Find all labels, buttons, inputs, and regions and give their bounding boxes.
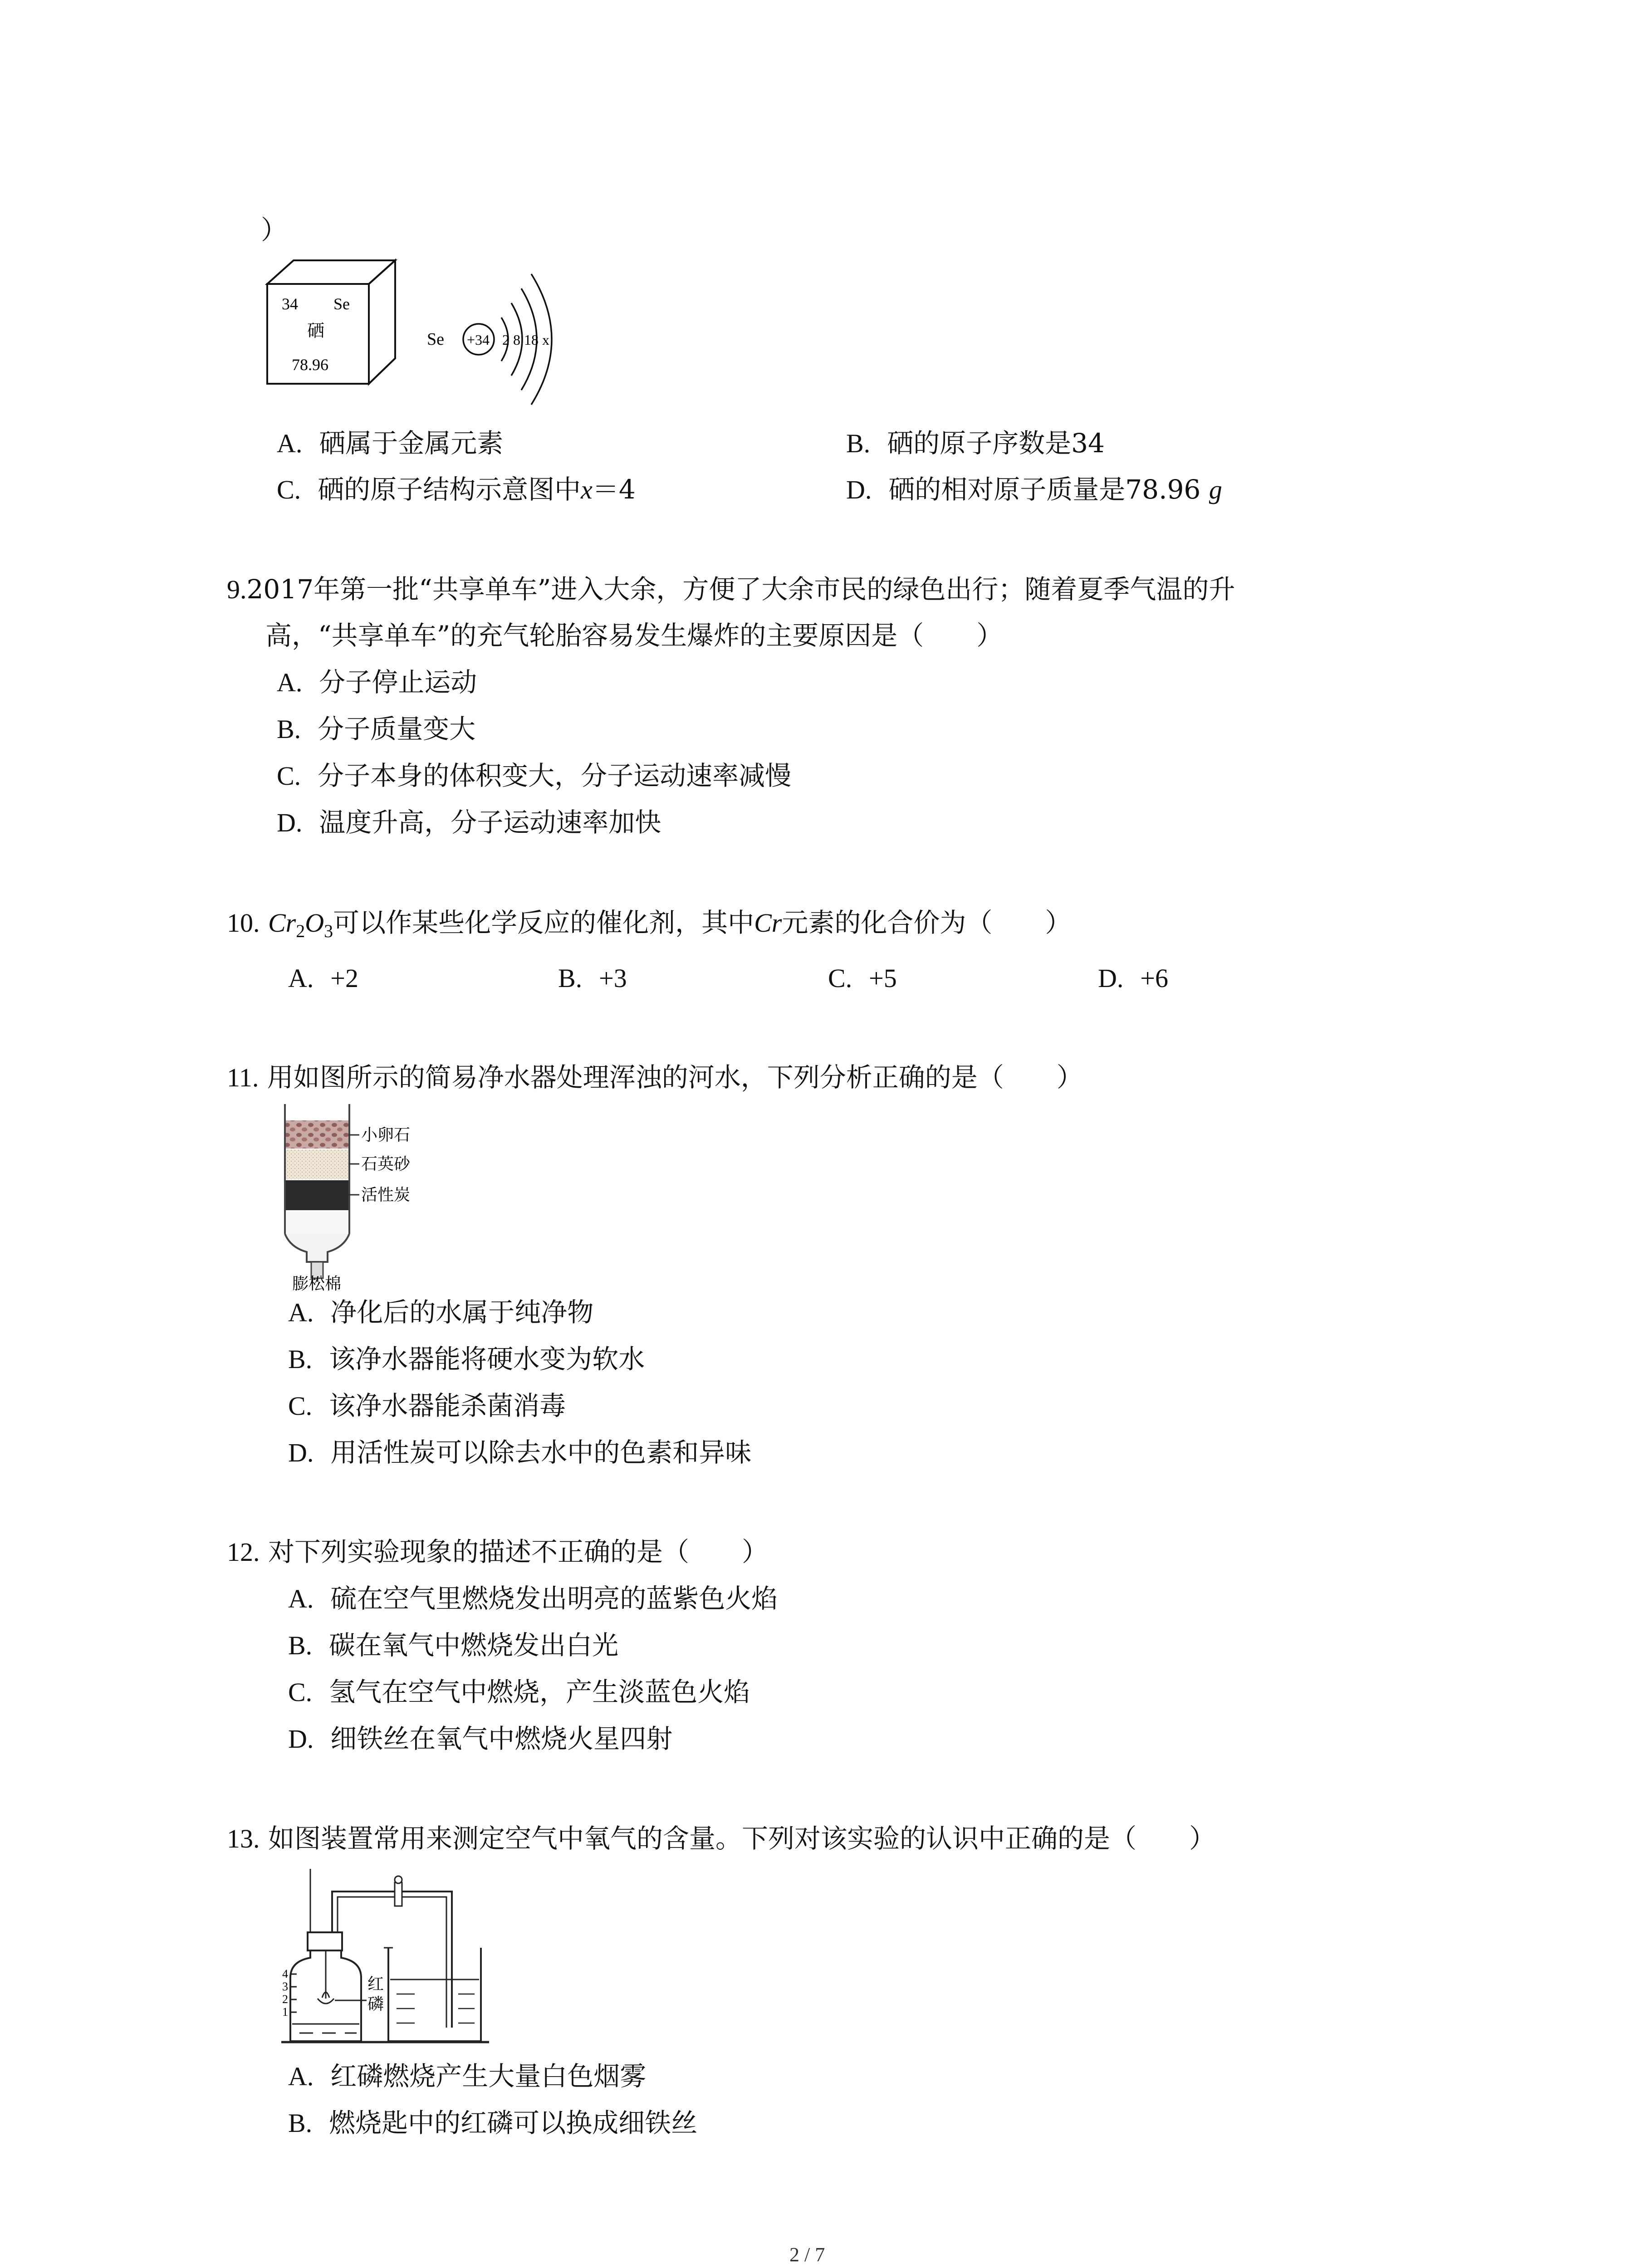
option-text: 氢气在空气中燃烧，产生淡蓝色火焰 <box>329 1677 750 1707</box>
option-text-tail: ＝4 <box>592 474 636 505</box>
formula-o: O <box>305 908 324 938</box>
q13-option-a[interactable] <box>288 2063 646 2090</box>
option-text: 温度升高，分子运动速率加快 <box>319 807 661 838</box>
q11-stem <box>227 1064 1083 1091</box>
q12-option-b[interactable] <box>288 1632 618 1659</box>
option-letter: D. <box>288 1438 314 1467</box>
option-text: 硫在空气里燃烧发出明亮的蓝紫色火焰 <box>330 1583 778 1614</box>
formula-subscript: 2 <box>296 921 305 941</box>
q11-option-d[interactable] <box>288 1439 751 1466</box>
spoon-cup <box>318 1999 334 2004</box>
phosphorus-label-bottom: 磷 <box>367 1995 384 2014</box>
filter-cotton <box>286 1211 348 1234</box>
q12-option-c[interactable] <box>288 1679 750 1706</box>
scale-label-2: 2 <box>282 1993 288 2006</box>
option-text: 该净水器能杀菌消毒 <box>329 1390 566 1421</box>
option-text: 用活性炭可以除去水中的色素和异味 <box>330 1437 752 1468</box>
option-text: 该净水器能将硬水变为软水 <box>329 1344 645 1374</box>
question-text: 用如图所示的简易净水器处理浑浊的河水，下列分析正确的是（ ） <box>267 1062 1083 1093</box>
filter-neck <box>285 1234 349 1262</box>
option-text: 燃烧匙中的红磷可以换成细铁丝 <box>329 2107 698 2138</box>
option-letter: C. <box>288 1391 313 1421</box>
option-text: 硒属于金属元素 <box>319 428 504 459</box>
option-text: 碳在氧气中燃烧发出白光 <box>329 1630 619 1661</box>
q13-option-b[interactable] <box>288 2107 698 2138</box>
label-sand: 石英砂 <box>361 1155 411 1173</box>
question-number: 9. <box>227 575 247 604</box>
option-text: +6 <box>1140 963 1168 993</box>
formula-cr: Cr <box>268 908 296 938</box>
option-letter: B. <box>846 429 871 458</box>
option-letter: D. <box>1098 963 1124 993</box>
atom-symbol: Se <box>427 330 444 349</box>
option-letter: D. <box>288 1724 314 1754</box>
q13-stem <box>227 1825 1215 1852</box>
layer-pebbles <box>286 1120 348 1149</box>
water-filter-figure <box>272 1102 436 1293</box>
option-letter: B. <box>277 714 301 744</box>
option-letter: B. <box>288 1344 313 1374</box>
tile-atomic-number: 34 <box>282 295 298 313</box>
page-number: 2 / 7 <box>789 2244 825 2266</box>
nucleus-charge: +34 <box>467 332 490 348</box>
math-unit: g <box>1209 475 1222 504</box>
tile-top-face <box>267 260 395 284</box>
option-letter: C. <box>277 475 301 504</box>
q10-option-c[interactable] <box>828 965 897 992</box>
option-text: 分子质量变大 <box>318 714 476 744</box>
label-pebbles: 小卵石 <box>361 1126 411 1144</box>
option-text: 分子停止运动 <box>319 667 477 698</box>
option-text: 硒的相对原子质量是78.96 <box>888 474 1209 505</box>
option-letter: C. <box>288 1677 313 1707</box>
q11-option-c[interactable] <box>288 1390 566 1421</box>
option-letter: A. <box>288 2062 314 2091</box>
option-text: 红磷燃烧产生大量白色烟雾 <box>330 2061 647 2092</box>
question-text-tail: 元素的化合价为（ ） <box>782 907 1072 938</box>
option-letter: B. <box>288 2108 313 2138</box>
q9-stem-line2: 高，“共享单车”的充气轮胎容易发生爆炸的主要原因是（ ） <box>265 620 1003 651</box>
option-text: +3 <box>599 963 627 993</box>
option-text: +5 <box>869 963 897 993</box>
option-letter: A. <box>288 1298 314 1327</box>
tube-clamp <box>395 1882 402 1906</box>
shell-electrons: 2 8 18 x <box>502 332 549 348</box>
q11-option-a[interactable] <box>288 1299 593 1326</box>
tile-symbol: Se <box>333 295 350 313</box>
formula-subscript: 3 <box>324 921 333 941</box>
scale-label-4: 4 <box>282 1967 288 1980</box>
q10-option-b[interactable] <box>558 965 627 992</box>
math-variable: x <box>581 475 593 504</box>
question-number: 13. <box>227 1824 260 1853</box>
layer-sand <box>286 1149 348 1179</box>
q9-option-a[interactable] <box>277 669 477 696</box>
option-text: 硒的原子结构示意图中 <box>318 474 581 505</box>
question-text: 如图装置常用来测定空气中氧气的含量。下列对该实验的认识中正确的是（ ） <box>268 1823 1215 1854</box>
option-text: 分子本身的体积变大，分子运动速率减慢 <box>318 760 792 791</box>
q9-option-c[interactable] <box>277 760 792 791</box>
option-letter: A. <box>277 429 303 458</box>
question-text: 2017年第一批“共享单车”进入大余，方便了大余市民的绿色出行；随着夏季气温的升 <box>246 574 1235 605</box>
q10-stem <box>227 909 1071 940</box>
option-letter: A. <box>277 668 303 697</box>
bottle-stopper <box>308 1932 342 1950</box>
q10-option-a[interactable] <box>288 965 358 992</box>
phosphorus-label-top: 红 <box>367 1975 384 1994</box>
question-text: 对下列实验现象的描述不正确的是（ ） <box>268 1536 768 1567</box>
option-letter: A. <box>288 963 314 993</box>
option-letter: B. <box>558 963 583 993</box>
label-carbon: 活性炭 <box>361 1186 411 1204</box>
question-text: 可以作某些化学反应的催化剂，其中 <box>333 907 754 938</box>
q8-option-c[interactable] <box>277 476 636 503</box>
tile-mass: 78.96 <box>292 356 328 374</box>
option-text: 细铁丝在氧气中燃烧火星四射 <box>330 1723 673 1754</box>
q12-option-d[interactable] <box>288 1725 672 1752</box>
scale-label-1: 1 <box>282 2005 288 2019</box>
option-letter: C. <box>277 761 301 791</box>
element-symbol: Cr <box>754 908 782 938</box>
q12-stem <box>227 1536 768 1567</box>
q9-stem-line1 <box>227 576 1235 603</box>
option-letter: D. <box>846 475 872 504</box>
option-text: +2 <box>330 963 358 993</box>
q9-option-b[interactable] <box>277 716 475 743</box>
q11-option-b[interactable] <box>288 1346 645 1373</box>
option-letter: A. <box>288 1584 314 1613</box>
option-text: 净化后的水属于纯净物 <box>330 1297 594 1328</box>
oxygen-experiment-figure <box>281 1864 490 2055</box>
option-letter: D. <box>277 808 303 837</box>
q8-option-b[interactable] <box>846 430 1105 457</box>
q10-option-d[interactable] <box>1098 965 1168 992</box>
q9-option-d[interactable] <box>277 809 661 836</box>
option-letter: C. <box>828 963 852 993</box>
tile-side-face <box>369 260 395 384</box>
q8-option-d[interactable] <box>846 476 1222 503</box>
option-text: 硒的原子序数是34 <box>887 428 1105 459</box>
tile-name: 硒 <box>307 321 325 341</box>
question-number: 11. <box>227 1063 259 1092</box>
option-letter: B. <box>288 1631 313 1660</box>
tube-clamp-knob <box>395 1876 402 1883</box>
layer-carbon <box>286 1180 348 1210</box>
atom-structure-figure <box>424 254 597 417</box>
label-cotton: 膨松棉 <box>292 1275 342 1293</box>
question-number: 12. <box>227 1537 260 1567</box>
element-tile-figure <box>265 259 402 390</box>
q12-option-a[interactable] <box>288 1585 778 1612</box>
q8-option-a[interactable] <box>277 430 503 457</box>
scale-label-3: 3 <box>282 1980 288 1993</box>
q8-stem-tail: ） <box>261 215 288 245</box>
question-number: 10. <box>227 908 260 938</box>
